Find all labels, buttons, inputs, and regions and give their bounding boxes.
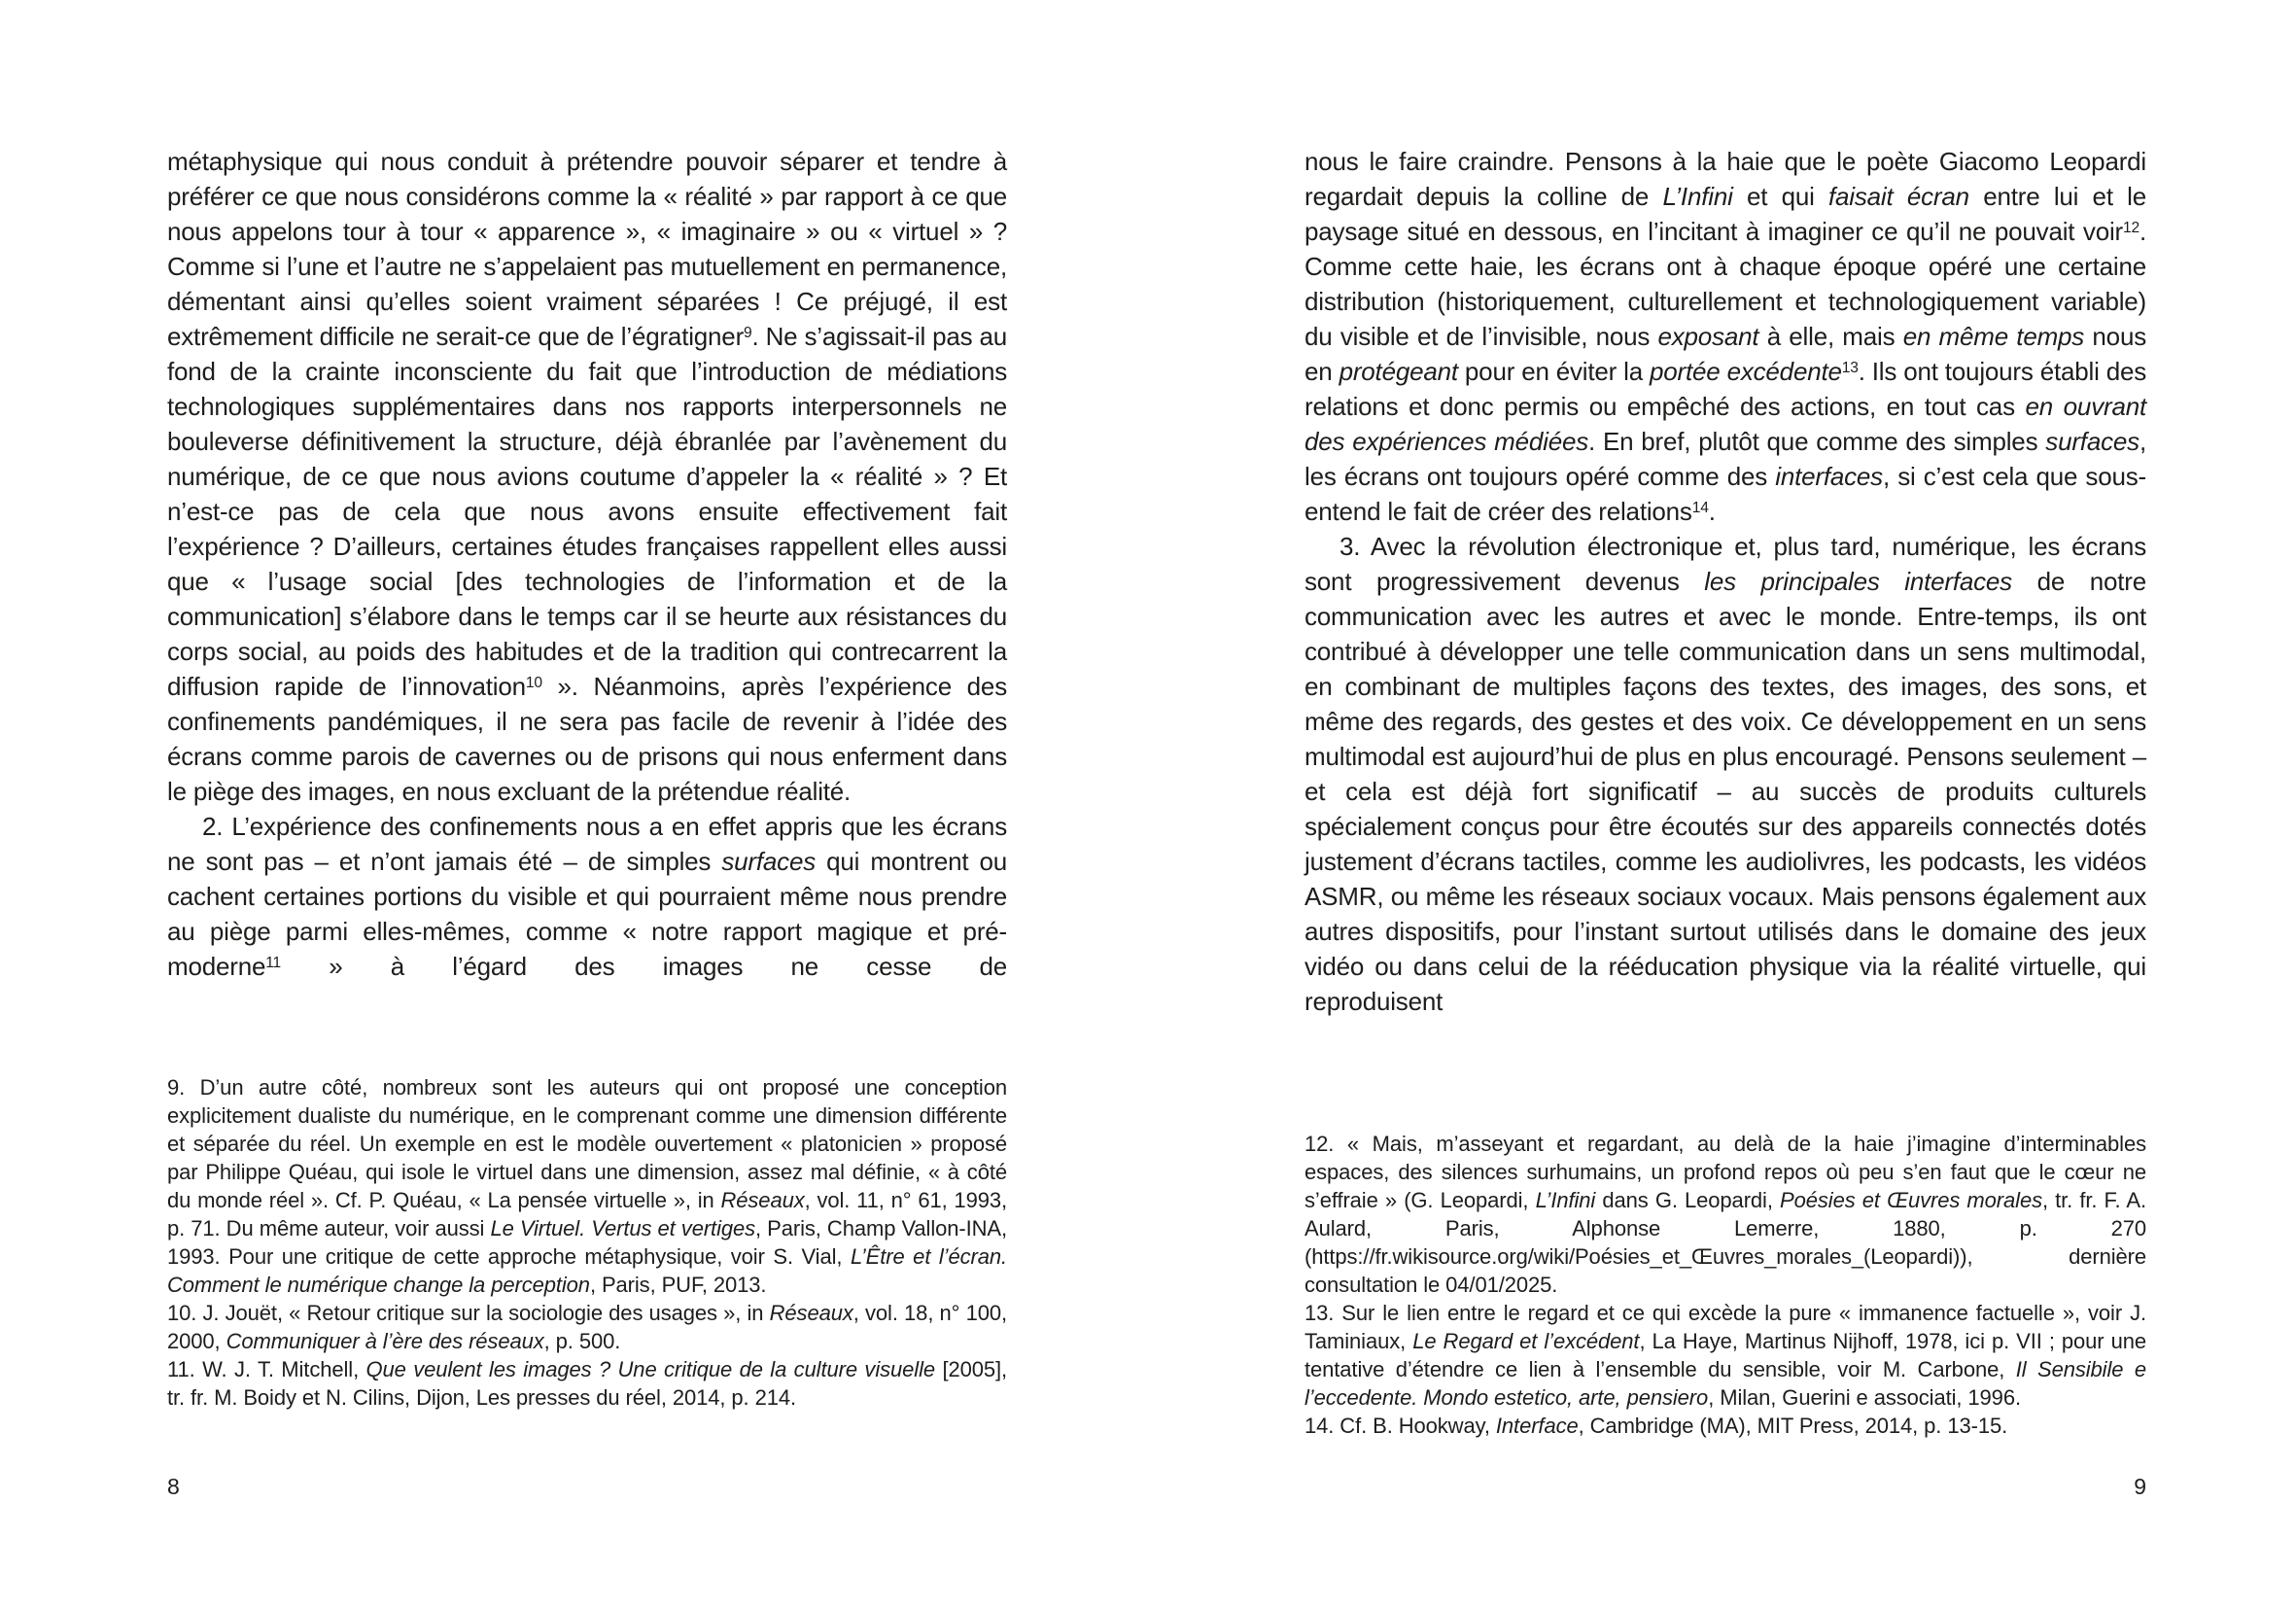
- body-paragraph: 2. L’expérience des confinements nous a en effet appris que les écrans ne sont pas – et n’ont jamais été – de simples surfaces qui montrent ou cachent certaines portions du visible et qui pourraient même nous prendre au piège parmi elles-mêmes, comme « notre rapport magique et pré-moderne$^{11}$ » à l’égard des images ne cesse de: [167, 812, 1007, 981]
- footnote-14: 14. Cf. B. Hookway, Interface, Cambridge (MA), MIT Press, 2014, p. 13-15.: [1305, 1414, 2008, 1438]
- page-9-body: [1305, 144, 2146, 1019]
- footnote-9: 9. D’un autre côté, nombreux sont les auteurs qui ont proposé une conception explicitement dualiste du numérique, en le comprenant comme une dimension différente et séparée du réel. Un exemple en est le modèle ouvertement « platonicien » proposé par Philippe Quéau, qui isole le virtuel dans une dimension, assez mal définie, « à côté du monde réel ». Cf. P. Quéau, « La pensée virtuelle », in Réseaux, vol. 11, n° 61, 1993, p. 71. Du même auteur, voir aussi Le Virtuel. Vertus et vertiges, Paris, Champ Vallon-INA, 1993. Pour une critique de cette approche métaphysique, voir S. Vial, L’Être et l’écran. Comment le numérique change la perception, Paris, PUF, 2013.: [167, 1075, 1008, 1297]
- body-paragraph: métaphysique qui nous conduit à prétendre pouvoir séparer et tendre à préférer ce que nous considérons comme la « réalité » par rapport à ce que nous appelons tour à tour « apparence », « imaginaire » ou « virtuel » ? Comme si l’une et l’autre ne s’appelaient pas mutuellement en permanence, démentant ainsi qu’elles soient vraiment séparées ! Ce préjugé, il est extrêmement difficile ne serait-ce que de l’égratigner$^9$. Ne s’agissait-il pas au fond de la crainte inconsciente du fait que l’introduction de médiations technologiques supplémentaires dans nos rapports interpersonnels ne bouleverse définitivement la structure, déjà ébranlée par l’avènement du numérique, de ce que nous avions coutume d’appeler la « réalité » ? Et n’est-ce pas de cela que nous avons ensuite effectivement fait l’expérience ? D’ailleurs, certaines études françaises rappellent elles aussi que « l’usage social [des technologies de l’information et de la communication] s’élabore dans le temps car il se heurte aux résistances du corps social, au poids des habitudes et de la tradition qui contrecarrent la diffusion rapide de l’innovation$^{10}$ ». Néanmoins, après l’expérience des confinements pandémiques, il ne sera pas facile de revenir à l’idée des écrans comme parois de cavernes ou de prisons qui nous enferment dans le piège des images, en nous excluant de la prétendue réalité.: [167, 147, 1007, 806]
- footnote-13: 13. Sur le lien entre le regard et ce qui excède la pure « immanence factuelle », voir J. Taminiaux, Le Regard et l’excédent, La Haye, Martinus Nijhoff, 1978, ici p. VII ; pour une tentative d’étendre ce lien à l’ensemble du sensible, voir M. Carbone, Il Sensibile e l’eccedente. Mondo estetico, arte, pensiero, Milan, Guerini e associati, 1996.: [1305, 1301, 2146, 1410]
- page-8-footnotes: [167, 1073, 1007, 1412]
- footnote-10: 10. J. Jouët, « Retour critique sur la sociologie des usages », in Réseaux, vol. 18, n° 100, 2000, Communiquer à l’ère des réseaux, p. 500.: [167, 1301, 1008, 1353]
- page-number-9: 9: [2134, 1474, 2146, 1499]
- page-9-footnotes: [1305, 1130, 2146, 1440]
- page-number-8: 8: [167, 1474, 180, 1499]
- footnote-11: 11. W. J. T. Mitchell, Que veulent les images ? Une critique de la culture visuelle [2005], tr. fr. M. Boidy et N. Cilins, Dijon, Les presses du réel, 2014, p. 214.: [167, 1357, 1008, 1410]
- page-8-body: [167, 144, 1007, 984]
- body-paragraph: 3. Avec la révolution électronique et, plus tard, numérique, les écrans sont progressivement devenus les principales interfaces de notre communication avec les autres et avec le monde. Entre-temps, ils ont contribué à développer une telle communication dans un sens multimodal, en combinant de multiples façons des textes, des images, des sons, et même des regards, des gestes et des voix. Ce développement en un sens multimodal est aujourd’hui de plus en plus encouragé. Pensons seulement – et cela est déjà fort significatif – au succès de produits culturels spécialement conçus pour être écoutés sur des appareils connectés dotés justement d’écrans tactiles, comme les audiolivres, les podcasts, les vidéos ASMR, ou même les réseaux sociaux vocaux. Mais pensons également aux autres dispositifs, pour l’instant surtout utilisés dans le domaine des jeux vidéo ou dans celui de la rééducation physique via la réalité virtuelle, qui reproduisent: [1305, 532, 2146, 1016]
- footnote-12: 12. « Mais, m’asseyant et regardant, au delà de la haie j’imagine d’interminables espaces, des silences surhumains, un profond repos où peu s’en faut que le cœur ne s’effraie » (G. Leopardi, L’Infini dans G. Leopardi, Poésies et Œuvres morales, tr. fr. F. A. Aulard, Paris, Alphonse Lemerre, 1880, p. 270 (https://fr.wikisource.org/wiki/Poésies_et_Œuvres_morales_(Leopardi)), dernière consultation le 04/01/2025.: [1305, 1132, 2147, 1297]
- body-paragraph: nous le faire craindre. Pensons à la haie que le poète Giacomo Leopardi regardait depuis la colline de L’Infini et qui faisait écran entre lui et le paysage situé en dessous, en l’incitant à imaginer ce qu’il ne pouvait voir$^{12}$. Comme cette haie, les écrans ont à chaque époque opéré une certaine distribution (historiquement, culturellement et technologiquement variable) du visible et de l’invisible, nous exposant à elle, mais en même temps nous en protégeant pour en éviter la portée excédente$^{13}$. Ils ont toujours établi des relations et donc permis ou empêché des actions, en tout cas en ouvrant des expériences médiées. En bref, plutôt que comme des simples surfaces, les écrans ont toujours opéré comme des interfaces, si c’est cela que sous-entend le fait de créer des relations$^{14}$.: [1305, 147, 2147, 526]
